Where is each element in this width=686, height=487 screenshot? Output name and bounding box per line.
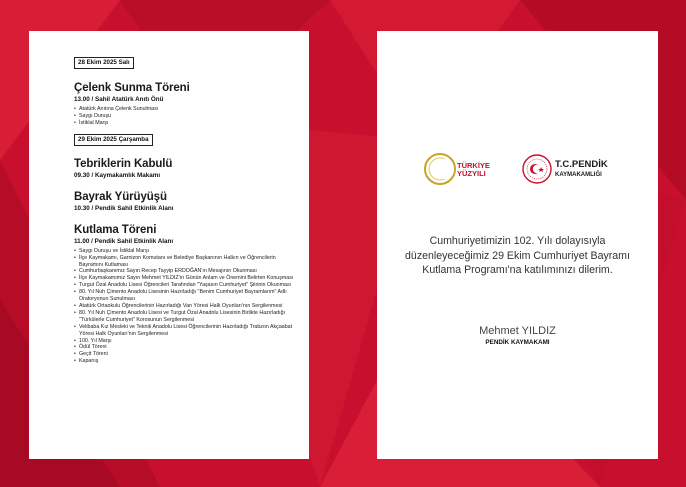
list-item: • Ödül Töreni xyxy=(74,344,299,351)
logo1-line1: TÜRKİYE xyxy=(457,161,490,170)
date-box-1: 28 Ekim 2025 Salı xyxy=(74,57,134,69)
invitation-panel xyxy=(377,31,658,459)
list-item: • Geçit Töreni xyxy=(74,351,299,358)
section-title-tebrik: Tebriklerin Kabulü xyxy=(74,157,173,170)
list-item: • Velibaba Kız Mesleki ve Teknik Anadolu Lisesi Öğrencilerinin Hazırladığı Trabzon Akçaabat Yöresi Halk Oyunları'nın Sergilenmesi xyxy=(74,324,299,338)
list-item: • Cumhurbaşkanımız Sayın Recep Tayyip ERDOĞAN'ın Mesajının Okunması xyxy=(74,268,299,275)
section-time-kutlama: 11.00 / Pendik Sahil Etkinlik Alanı xyxy=(74,237,174,245)
section-time-tebrik: 09.30 / Kaymakamlık Makamı xyxy=(74,171,161,179)
turkiye-yuzyili-logo-icon xyxy=(425,154,490,184)
section-time-celenk: 13.00 / Sahil Atatürk Anıtı Önü xyxy=(74,96,164,103)
list-item: • 80. Yıl Nuh Çimento Anadolu Lisesinin Hazırladığı "Benim Cumhuriyet Bayramlarım" Adlı Oratoryonun Sunulması xyxy=(74,289,299,303)
signature-title: PENDİK KAYMAKAMI xyxy=(485,339,550,346)
section-title-bayrak: Bayrak Yürüyüşü xyxy=(74,190,167,203)
list-item: • Atatürk Ortaokulu Öğrencilerinin Hazırladığı Van Yöresi Halk Oyunları'nın Sergilenmesi xyxy=(74,303,299,310)
invitation-message xyxy=(377,234,658,278)
list-item: • Saygı Duruşu xyxy=(74,113,309,120)
list-item: • Kapanış xyxy=(74,358,299,365)
logo1-line2: YÜZYILI xyxy=(457,169,486,178)
kutlama-items-list xyxy=(74,248,299,365)
list-item: • Atatürk Anıtına Çelenk Sunulması xyxy=(74,106,309,113)
list-item: • Saygı Duruşu ve İstiklal Marşı xyxy=(74,248,299,255)
signature-name: Mehmet YILDIZ xyxy=(479,325,556,337)
message-line-3: Kutlama Programı'na katılımınızı dilerim. xyxy=(422,264,613,276)
logo2-line1: T.C.PENDİK xyxy=(555,159,608,170)
message-line-2: düzenleyeceğimiz 29 Ekim Cumhuriyet Bayramı xyxy=(405,249,630,262)
celenk-items-list xyxy=(74,106,309,127)
logo2-line2: KAYMAKAMLIĞI xyxy=(555,172,602,178)
message-line-1: Cumhuriyetimizin 102. Yılı dolayısıyla xyxy=(429,235,606,247)
list-item: • İstiklal Marşı xyxy=(74,120,309,127)
list-item: • 80. Yıl Nuh Çimento Anadolu Lisesi ve Turgut Özal Anadolu Lisesinin Birlikte Hazırladığı "Türkülerle Cumhuriyet" Korosunun Sergilenmesi xyxy=(74,310,299,324)
list-item: • 100. Yıl Marşı xyxy=(74,338,299,345)
date-box-2: 29 Ekim 2025 Çarşamba xyxy=(74,134,153,146)
logos-row xyxy=(424,150,614,188)
pendik-kaymakamligi-seal-icon xyxy=(523,155,551,183)
program-panel xyxy=(29,31,309,459)
section-title-celenk: Çelenk Sunma Töreni xyxy=(74,82,190,94)
section-title-kutlama: Kutlama Töreni xyxy=(74,223,157,236)
list-item: • İlçe Kaymakamı, Garnizon Komutanı ve Belediye Başkanının Halkın ve Öğrencilerin Bayramını Kutlaması xyxy=(74,255,299,269)
list-item: • Turgut Özal Anadolu Lisesi Öğrencileri Tarafından "Yaşasın Cumhuriyet" Şiirinin Okunması xyxy=(74,282,299,289)
section-time-bayrak: 10.30 / Pendik Sahil Etkinlik Alanı xyxy=(74,204,174,212)
list-item: • İlçe Kaymakamımız Sayın Mehmet YILDIZ'ın Günün Anlam ve Önemini Belirten Konuşması xyxy=(74,275,299,282)
